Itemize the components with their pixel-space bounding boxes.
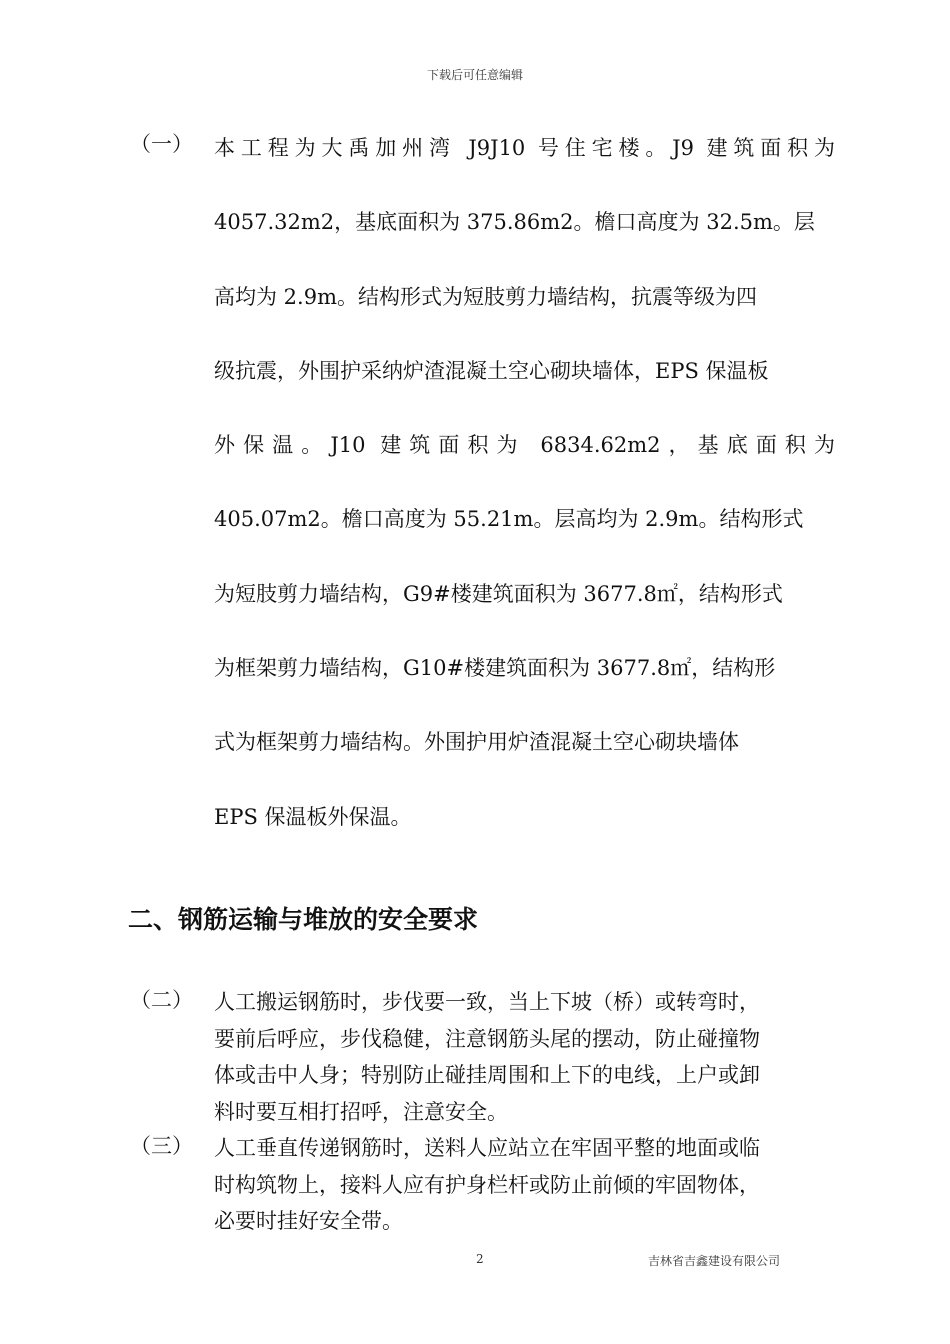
section-label: （二）: [130, 988, 193, 1012]
paragraph-section-3: [130, 1130, 835, 1240]
text-line: EPS 保温板外保温。: [214, 804, 412, 829]
paragraph-section-1: [130, 128, 835, 871]
text-line: 要前后呼应，步伐稳健，注意钢筋头尾的摆动，防止碰撞物: [214, 1026, 760, 1051]
footer-company: 吉林省吉鑫建设有限公司: [648, 1254, 781, 1268]
text-line: 级抗震，外围护采纳炉渣混凝土空心砌块墙体，EPS 保温板: [214, 358, 769, 383]
text-line: 为框架剪力墙结构，G10#楼建筑面积为 3677.8㎡，结构形: [214, 656, 776, 681]
text-line: 405.07m2。檐口高度为 55.21m。层高均为 2.9m。结构形式: [214, 507, 804, 532]
section-label: （三）: [130, 1134, 193, 1158]
text-line: 时构筑物上，接料人应有护身栏杆或防止前倾的牢固物体，: [214, 1172, 760, 1197]
text-line: 本工程为大禹加州湾 J9J10 号住宅楼。J9 建筑面积为: [214, 136, 835, 160]
text-line: 体或击中人身；特别防止碰挂周围和上下的电线，上户或卸: [214, 1063, 760, 1087]
section-label: （一）: [130, 132, 193, 156]
paragraph-section-2: [130, 984, 835, 1130]
text-line: 料时要互相打招呼，注意安全。: [214, 1099, 508, 1124]
paragraph-body: [214, 984, 835, 1130]
section-heading: 二、钢筋运输与堆放的安全要求: [128, 905, 479, 934]
text-line: 人工搬运钢筋时，步伐要一致，当上下坡（桥）或转弯时，: [214, 990, 760, 1014]
page-header: 下载后可任意编辑: [426, 68, 523, 82]
text-line: 4057.32m2，基底面积为 375.86m2。檐口高度为 32.5m。层: [214, 210, 815, 235]
text-line: 高均为 2.9m。结构形式为短肢剪力墙结构，抗震等级为四: [214, 284, 757, 309]
page-number: 2: [476, 1252, 484, 1266]
text-line: 必要时挂好安全带。: [214, 1209, 403, 1233]
paragraph-body: [214, 128, 835, 871]
text-line: 人工垂直传递钢筋时，送料人应站立在牢固平整的地面或临: [214, 1136, 760, 1160]
text-line: 为短肢剪力墙结构，G9#楼建筑面积为 3677.8㎡，结构形式: [214, 581, 783, 606]
text-line: 外保温。J10 建筑面积为 6834.62m2，基底面积为: [214, 433, 835, 458]
paragraph-body: [214, 1130, 835, 1240]
text-line: 式为框架剪力墙结构。外围护用炉渣混凝土空心砌块墙体: [214, 730, 739, 755]
